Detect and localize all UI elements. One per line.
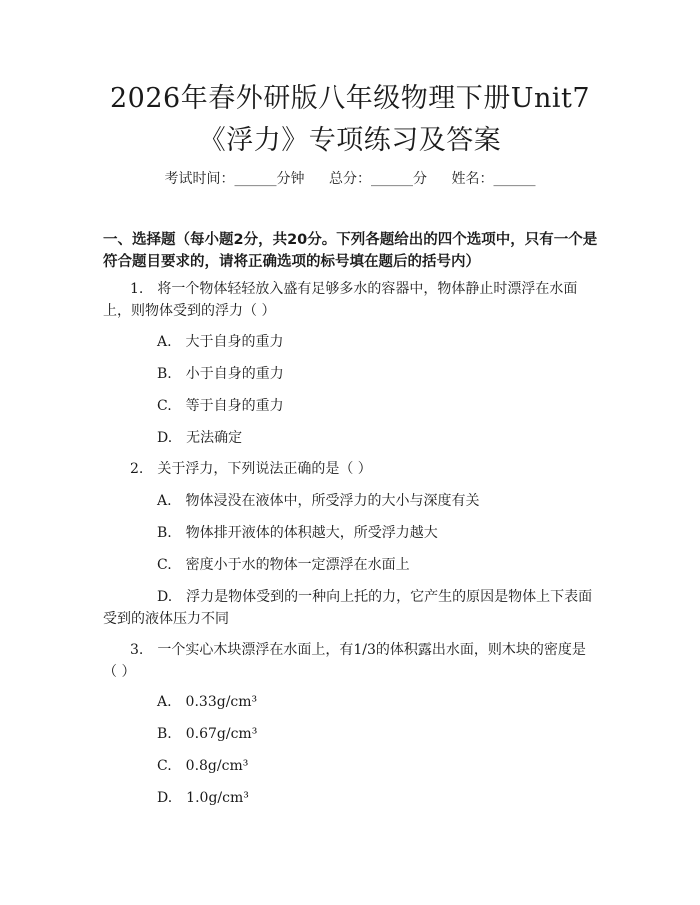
question-3-option-c: C. 0.8g/cm³ xyxy=(157,758,249,774)
exam-time: 考试时间：______分钟 xyxy=(164,171,305,187)
question-3-option-b: B. 0.67g/cm³ xyxy=(157,726,258,742)
question-2-option-a: A. 物体浸没在液体中，所受浮力的大小与深度有关 xyxy=(157,493,480,509)
question-2-option-c: C. 密度小于水的物体一定漂浮在水面上 xyxy=(157,557,410,573)
question-2: 2. 关于浮力，下列说法正确的是（ ） xyxy=(130,461,372,477)
question-1-option-b: B. 小于自身的重力 xyxy=(157,366,284,382)
question-2-option-b: B. 物体排开液体的体积越大，所受浮力越大 xyxy=(157,525,438,541)
exam-meta xyxy=(0,168,700,188)
question-1-option-d: D. 无法确定 xyxy=(157,430,243,446)
document-title: 2026年春外研版八年级物理下册Unit7《浮力》专项练习及答案 xyxy=(109,83,591,156)
question-1: 1. 将一个物体轻轻放入盛有足够多水的容器中，物体静止时漂浮在水面上，则物体受到的浮力（ ） xyxy=(103,281,578,319)
question-1-option-c: C. 等于自身的重力 xyxy=(157,398,284,414)
exam-score: 总分：______分 xyxy=(329,171,427,187)
student-name: 姓名：______ xyxy=(451,171,536,187)
question-1-option-a: A. 大于自身的重力 xyxy=(157,334,284,350)
question-2-option-d: D. 浮力是物体受到的一种向上托的力，它产生的原因是物体上下表面受到的液体压力不同 xyxy=(103,589,593,627)
question-3-option-d: D. 1.0g/cm³ xyxy=(157,790,249,806)
section-heading: 一、选择题（每小题2分，共20分。下列各题给出的四个选项中，只有一个是符合题目要求的，请将正确选项的标号填在题后的括号内） xyxy=(103,232,598,270)
question-3: 3. 一个实心木块漂浮在水面上，有1/3的体积露出水面，则木块的密度是（ ） xyxy=(103,642,586,680)
question-3-option-a: A. 0.33g/cm³ xyxy=(157,694,258,710)
